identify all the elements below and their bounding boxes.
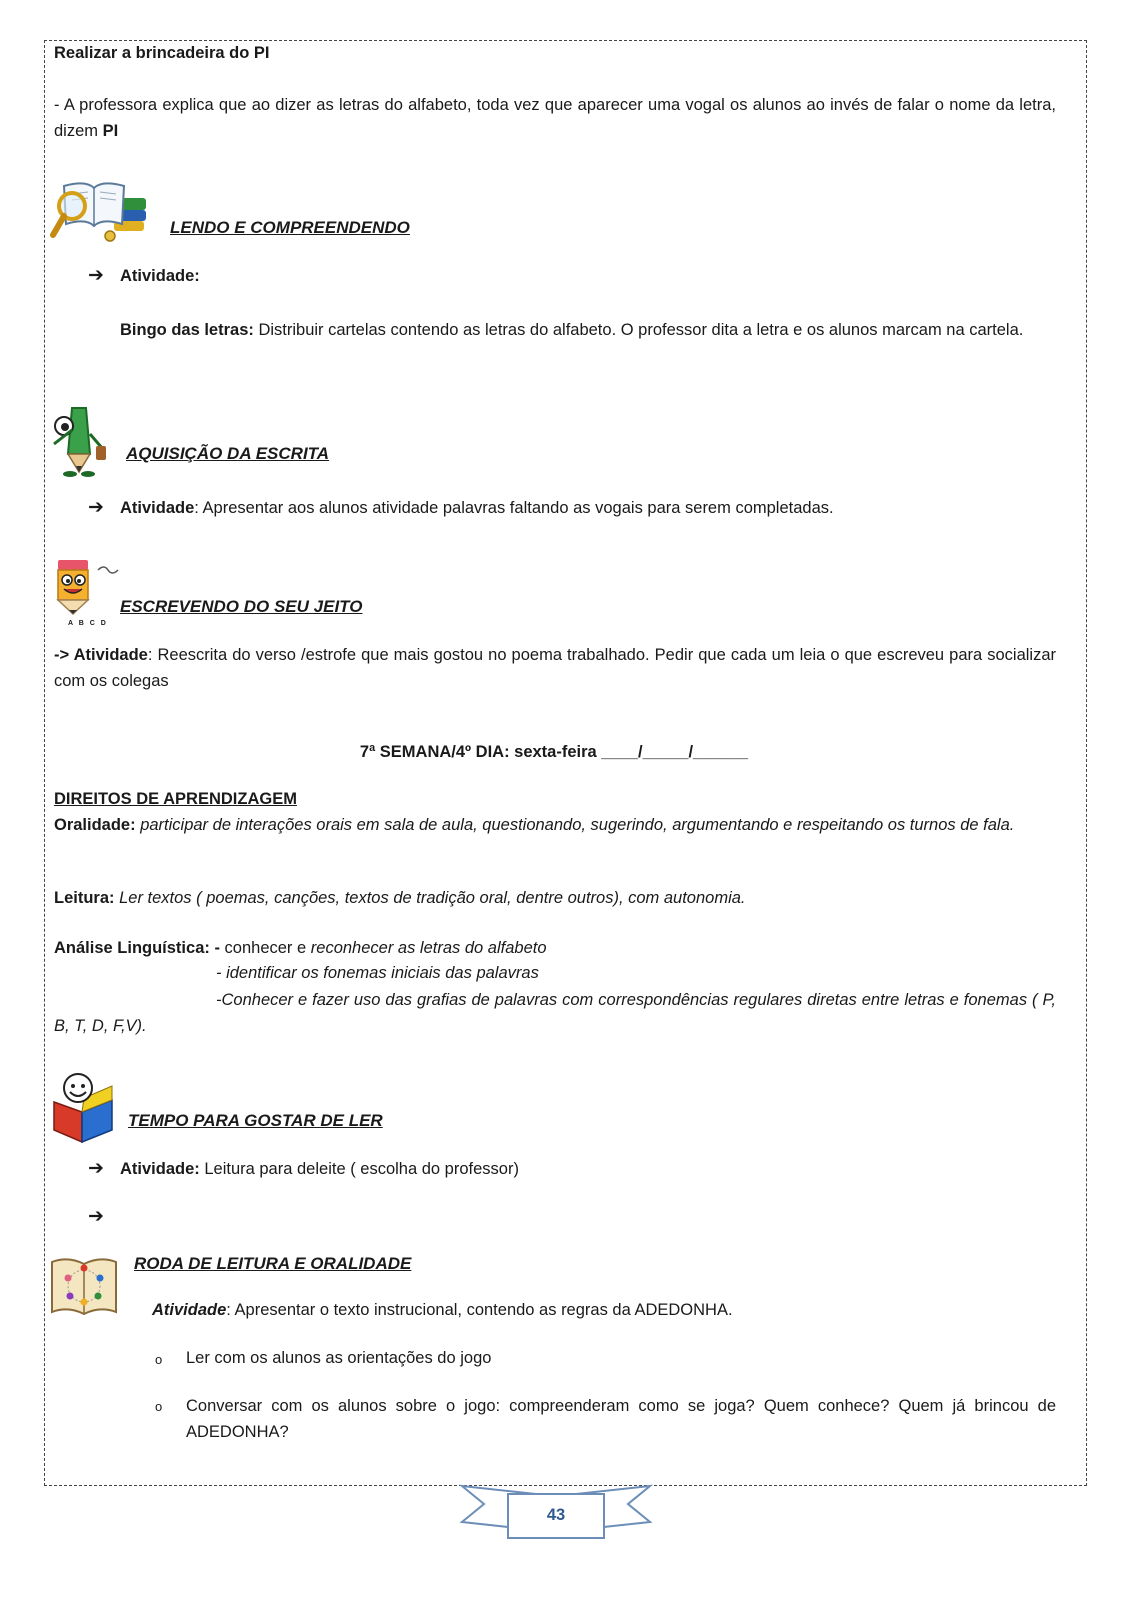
analise-label: Análise Linguística: xyxy=(54,939,210,957)
analise-line1-italic: reconhecer as letras do alfabeto xyxy=(310,939,547,957)
analise-line3: -Conhecer e fazer uso das grafias de palavras com correspondências regulares diretas entre letras e fonemas ( P, B, T, D, F,V). xyxy=(54,991,1056,1035)
roda-activity-label: Atividade xyxy=(152,1301,227,1319)
reading-book-character-icon xyxy=(48,1072,118,1144)
aquisicao-activity-text: : Apresentar aos alunos atividade palavras faltando as vogais para serem completadas. xyxy=(194,499,834,517)
list-item: Ler com os alunos as orientações do jogo xyxy=(186,1349,492,1367)
roda-heading: RODA DE LEITURA E ORALIDADE xyxy=(134,1254,412,1273)
tempo-heading: TEMPO PARA GOSTAR DE LER xyxy=(128,1111,383,1130)
oralidade-label: Oralidade: xyxy=(54,816,136,834)
aquisicao-heading: AQUISIÇÃO DA ESCRITA xyxy=(126,444,330,463)
escrevendo-prefix: -> xyxy=(54,646,74,664)
leitura-text: Ler textos ( poemas, canções, textos de tradição oral, dentre outros), com autonomia. xyxy=(114,889,746,907)
bingo-paragraph xyxy=(120,317,1045,343)
pencil-character-icon xyxy=(50,404,110,478)
analise-line1-plain: conhecer e xyxy=(224,939,311,957)
roda-activity xyxy=(152,1301,733,1320)
tempo-arrow-icon: ➔ xyxy=(88,1158,104,1179)
list-item: Conversar com os alunos sobre o jogo: compreenderam como se joga? Quem conhece? Quem já brincou de ADEDONHA? xyxy=(186,1397,1056,1441)
pi-text: - A professora explica que ao dizer as letras do alfabeto, toda vez que aparecer uma vogal os alunos ao invés de falar o nome da letra, dizem xyxy=(54,96,1056,140)
analise-line2: - identificar os fonemas iniciais das palavras xyxy=(216,964,539,982)
smiling-pencil-icon xyxy=(52,556,122,618)
escrevendo-activity-label: Atividade xyxy=(73,646,148,664)
tempo-activity xyxy=(120,1160,519,1179)
pi-word: PI xyxy=(102,122,119,140)
roda-activity-text: : Apresentar o texto instrucional, contendo as regras da ADEDONHA. xyxy=(226,1301,733,1319)
tempo-activity-label: Atividade: xyxy=(120,1160,200,1178)
reading-circle-book-icon xyxy=(48,1252,120,1320)
pi-title: Realizar a brincadeira do PI xyxy=(54,44,270,62)
tempo-activity-text: Leitura para deleite ( escolha do professor) xyxy=(199,1160,519,1178)
abcd-caption: A B C D xyxy=(68,620,108,627)
empty-arrow-icon: ➔ xyxy=(88,1206,104,1227)
leitura-label: Leitura: xyxy=(54,889,115,907)
aquisicao-activity xyxy=(120,499,834,518)
book-magnifier-icon xyxy=(50,180,148,244)
aquisicao-arrow-icon: ➔ xyxy=(88,497,104,518)
lendo-activity-label: Atividade: xyxy=(120,267,200,285)
lendo-arrow-icon: ➔ xyxy=(88,265,104,286)
bingo-text: Distribuir cartelas contendo as letras do alfabeto. O professor dita a letra e os alunos marcam na cartela. xyxy=(253,321,1024,339)
oralidade-text: participar de interações orais em sala de aula, questionando, sugerindo, argumentando e respeitando os turnos de fala. xyxy=(135,816,1015,834)
leitura-line xyxy=(54,889,746,908)
pi-paragraph xyxy=(54,92,1056,144)
lendo-heading: LENDO E COMPREENDENDO xyxy=(170,218,410,237)
list-bullet-2: o xyxy=(155,1399,163,1414)
escrevendo-activity xyxy=(54,642,1056,694)
page-number: 43 xyxy=(546,1506,566,1524)
week-title: 7ª SEMANA/4º DIA: sexta-feira ____/_____/______ xyxy=(359,743,749,761)
analise-line1 xyxy=(54,939,547,958)
oralidade-paragraph xyxy=(54,812,1056,838)
analise-dash: - xyxy=(209,939,225,957)
direitos-heading: DIREITOS DE APRENDIZAGEM xyxy=(54,790,297,808)
escrevendo-heading: ESCREVENDO DO SEU JEITO xyxy=(120,597,363,616)
list-bullet-1: o xyxy=(155,1352,163,1367)
bingo-label: Bingo das letras: xyxy=(120,321,254,339)
aquisicao-activity-label: Atividade xyxy=(120,499,195,517)
escrevendo-activity-text: : Reescrita do verso /estrofe que mais gostou no poema trabalhado. Pedir que cada um leia o que escreveu para socializar com os colegas xyxy=(54,646,1056,690)
